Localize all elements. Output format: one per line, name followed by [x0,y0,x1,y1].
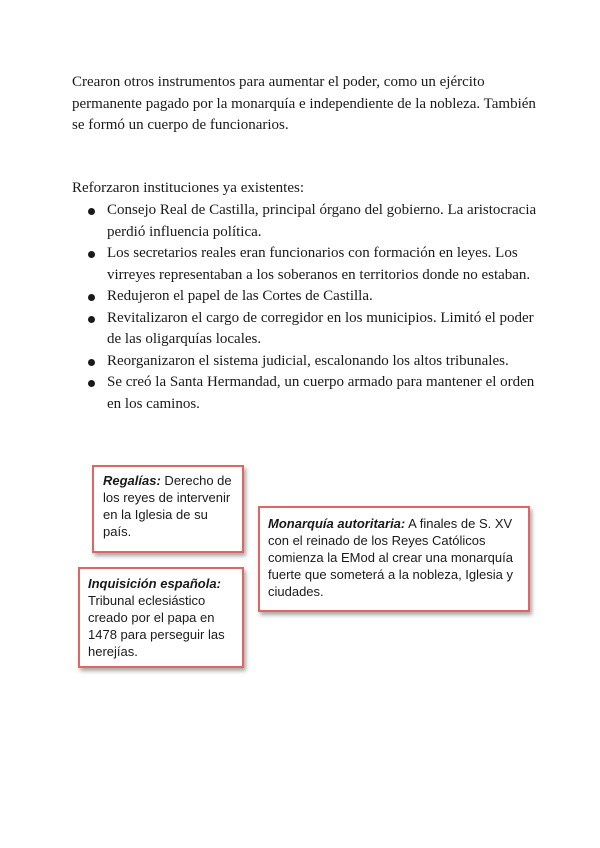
list-item-text: Revitalizaron el cargo de corregidor en los municipios. Limitó el poder de las oligarquías locales. [107,309,534,347]
definition-term: Inquisición española: [88,576,221,591]
definition-term: Regalías: [103,473,161,488]
definition-box-monarquia [258,506,530,612]
intro-paragraph: Crearon otros instrumentos para aumentar el poder, como un ejército permanente pagado por la monarquía e independiente de la nobleza. También se formó un cuerpo de funcionarios. [72,74,536,133]
bullet-icon [88,208,95,215]
list-intro: Reforzaron instituciones ya existentes: [72,180,305,196]
list-item [88,308,538,351]
bullet-icon [88,251,95,258]
definition-term: Monarquía autoritaria: [268,516,406,531]
list-item [88,200,538,243]
definition-text: Derecho de los reyes de intervenir en la Iglesia de su país. [103,473,232,539]
list-item [88,351,538,373]
bullet-icon [88,359,95,366]
definition-text: Tribunal eclesiástico creado por el papa en 1478 para perseguir las herejías. [88,593,225,659]
list-item [88,372,538,415]
bullet-icon [88,294,95,301]
definition-box-inquisicion [78,567,244,668]
institutions-list [88,200,538,415]
list-item [88,243,538,286]
list-item-text: Los secretarios reales eran funcionarios con formación en leyes. Los virreyes representaban a los soberanos en territorios donde no estaban. [107,245,531,283]
definition-box-regalias [92,465,244,553]
list-item-text: Se creó la Santa Hermandad, un cuerpo armado para mantener el orden en los caminos. [107,374,535,412]
list-item-text: Consejo Real de Castilla, principal órgano del gobierno. La aristocracia perdió influencia política. [107,202,537,240]
list-item-text: Reorganizaron el sistema judicial, escalonando los altos tribunales. [107,352,509,369]
bullet-icon [88,380,95,387]
bullet-icon [88,316,95,323]
definition-text: A finales de S. XV con el reinado de los Reyes Católicos comienza la EMod al crear una monarquía fuerte que someterá a la nobleza, Iglesia y ciudades. [268,516,513,599]
list-item [88,286,538,308]
list-item-text: Redujeron el papel de las Cortes de Castilla. [107,288,373,304]
